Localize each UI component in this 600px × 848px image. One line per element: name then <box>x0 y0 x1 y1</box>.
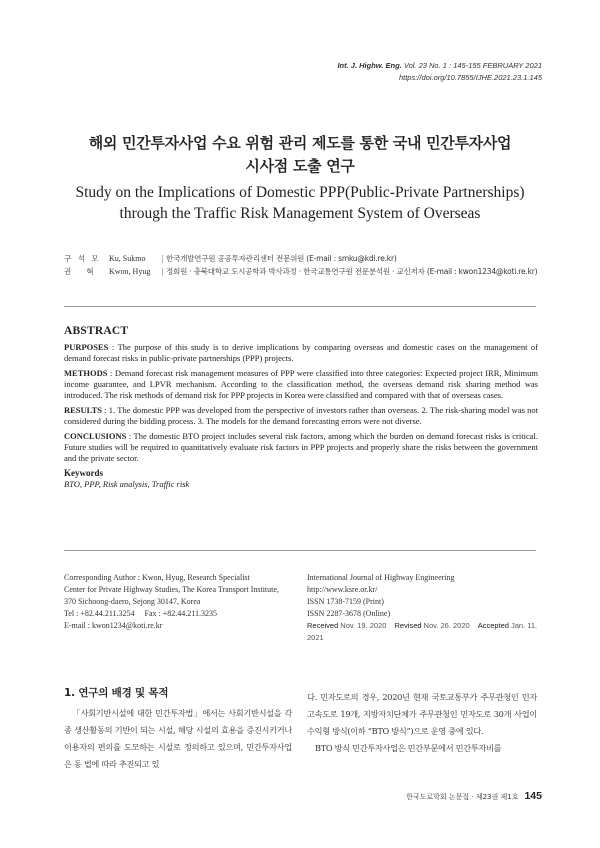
author-row <box>64 252 537 265</box>
author-divider: | <box>161 254 164 263</box>
results-label: RESULTS <box>64 405 102 415</box>
accepted-label: Accepted <box>477 621 509 630</box>
correspondence-line: 370 Sichoong-daero, Sejong 30147, Korea <box>64 597 201 606</box>
conclusions-text: : The domestic BTO project includes several risk factors, among which the burden on demand forecast risks is critical. Future studies will be required to quantitatively evaluate risk factors in PPP projects and properly share the risks between the government and the private sector. <box>64 431 538 463</box>
issn-online: ISSN 2287-3678 (Online) <box>307 609 391 618</box>
author-affiliation: 정회원 · 충북대학교 도시공학과 박사과정 · 한국교통연구원 전문분석원 · 교신저자 (E-mail : kwon1234@koti.re.kr) <box>166 267 538 276</box>
submission-dates <box>307 620 547 644</box>
results-text: : 1. The domestic PPP was developed from the perspective of investors rather than overseas. 2. The risk-sharing model was not considered during the bidding process. 3. The models for the demand forecasting errors were not diverse. <box>64 405 538 426</box>
abstract-results <box>64 405 538 427</box>
section-heading: 1. 연구의 배경 및 목적 <box>64 687 169 699</box>
journal-website-link[interactable]: http://www.ksre.or.kr/ <box>307 585 378 594</box>
conclusions-label: CONCLUSIONS <box>64 431 127 441</box>
body-left-column <box>64 685 292 773</box>
abstract-section <box>64 326 538 490</box>
author-name-ko: 구 석 모 <box>64 254 101 263</box>
abstract-top-rule <box>64 306 536 307</box>
keywords-label: Keywords <box>64 468 103 478</box>
purposes-label: PURPOSES <box>64 342 109 352</box>
journal-citation <box>337 60 542 84</box>
correspondence-email[interactable]: E-mail : kwon1234@koti.re.kr <box>64 621 163 630</box>
revised-date: Nov. 26. 2020 <box>423 621 470 630</box>
page-footer <box>406 790 542 802</box>
body-paragraph: BTO 방식 민간투자사업은 민간부문에서 민간투자비를 <box>315 743 502 753</box>
abstract-heading: ABSTRACT <box>64 325 129 337</box>
abstract-purposes <box>64 342 538 364</box>
author-row <box>64 265 537 278</box>
abstract-bottom-rule <box>64 550 536 551</box>
author-name-en: Kwon, Hyug <box>109 267 151 276</box>
correspondence-line: Tel : +82.44.211.3254 Fax : +82.44.211.3235 <box>64 609 217 618</box>
journal-abbrev: Int. J. Highw. Eng. <box>337 61 402 70</box>
keywords-text: BTO, PPP, Risk analysis, Traffic risk <box>64 479 190 489</box>
abstract-methods <box>64 368 538 401</box>
received-label: Received <box>307 621 339 630</box>
journal-volume: Vol. 23 No. 1 : 145-155 FEBRUARY 2021 <box>403 61 542 70</box>
correspondence-line: Corresponding Author : Kwon, Hyug, Research Specialist <box>64 573 250 582</box>
body-paragraph: 다. 민자도로의 경우, 2020년 현재 국토교통부가 주무관청인 민자고속도로 19개, 지방자치단체가 주무관청인 민자도로 30개 사업이 수익형 방식(이하 “BTO 방식”)으로 운영 중에 있다. <box>307 692 537 736</box>
footer-journal-name: 한국도로학회 논문집 · 제23권 제1호 <box>406 793 519 801</box>
purposes-text: : The purpose of this study is to derive implications by comparing overseas and domestic cases on the management of demand forecast risks in public-private partnerships (PPP) projects. <box>64 342 538 363</box>
title-en-line1: Study on the Implications of Domestic PPP(Public-Private Partnerships) <box>75 184 525 201</box>
methods-text: : Demand forecast risk management measures of PPP were classified into three categories: Expected project IRR, Minimum income guarantee, and LPVR mechanism. According to the classification method, the overseas demand risk sharing method was introduced. The risk methods of demand risk for PPP projects in Korea were classified and compared with that of overseas cases. <box>64 368 538 400</box>
author-name-en: Ku, Sukmo <box>109 254 146 263</box>
received-date: Nov. 19. 2020 <box>340 621 387 630</box>
author-name-ko: 권 혁 <box>64 267 96 276</box>
publication-line: International Journal of Highway Engineering <box>307 573 455 582</box>
title-ko-line1: 해외 민간투자사업 수요 위험 관리 제도를 통한 국내 민간투자사업 <box>88 134 512 152</box>
abstract-conclusions <box>64 431 538 464</box>
title-en-line2: through the Traffic Risk Management System of Overseas <box>119 205 481 222</box>
doi-link[interactable]: https://doi.org/10.7855/IJHE.2021.23.1.145 <box>398 73 542 82</box>
publication-block <box>307 572 547 644</box>
author-divider: | <box>161 267 164 276</box>
author-list <box>64 252 537 278</box>
revised-label: Revised <box>394 621 422 630</box>
issn-print: ISSN 1738-7159 (Print) <box>307 597 384 606</box>
methods-label: METHODS <box>64 368 108 378</box>
body-right-column <box>307 689 537 757</box>
body-paragraph: 「사회기반시설에 대한 민간투자법」에서는 사회기반시설을 각종 생산활동의 기반이 되는 시설, 해당 시설의 효용을 증진시키거나 이용자의 편의를 도모하는 시설로 정의하고 있으며, 민간투자사업은 동 법에 따라 추진되고 있 <box>64 708 292 769</box>
correspondence-block <box>64 572 294 632</box>
author-affiliation: 한국개발연구원 공공투자관리센터 전문위원 (E-mail : smku@kdi.re.kr) <box>166 254 397 263</box>
page-number: 145 <box>524 790 542 802</box>
title-korean <box>0 132 600 178</box>
correspondence-line: Center for Private Highway Studies, The Korea Transport Institute, <box>64 585 279 594</box>
title-english <box>0 182 600 224</box>
title-ko-line2: 시사점 도출 연구 <box>245 157 355 175</box>
accepted-date: Jan. 11. 2021 <box>307 621 538 642</box>
